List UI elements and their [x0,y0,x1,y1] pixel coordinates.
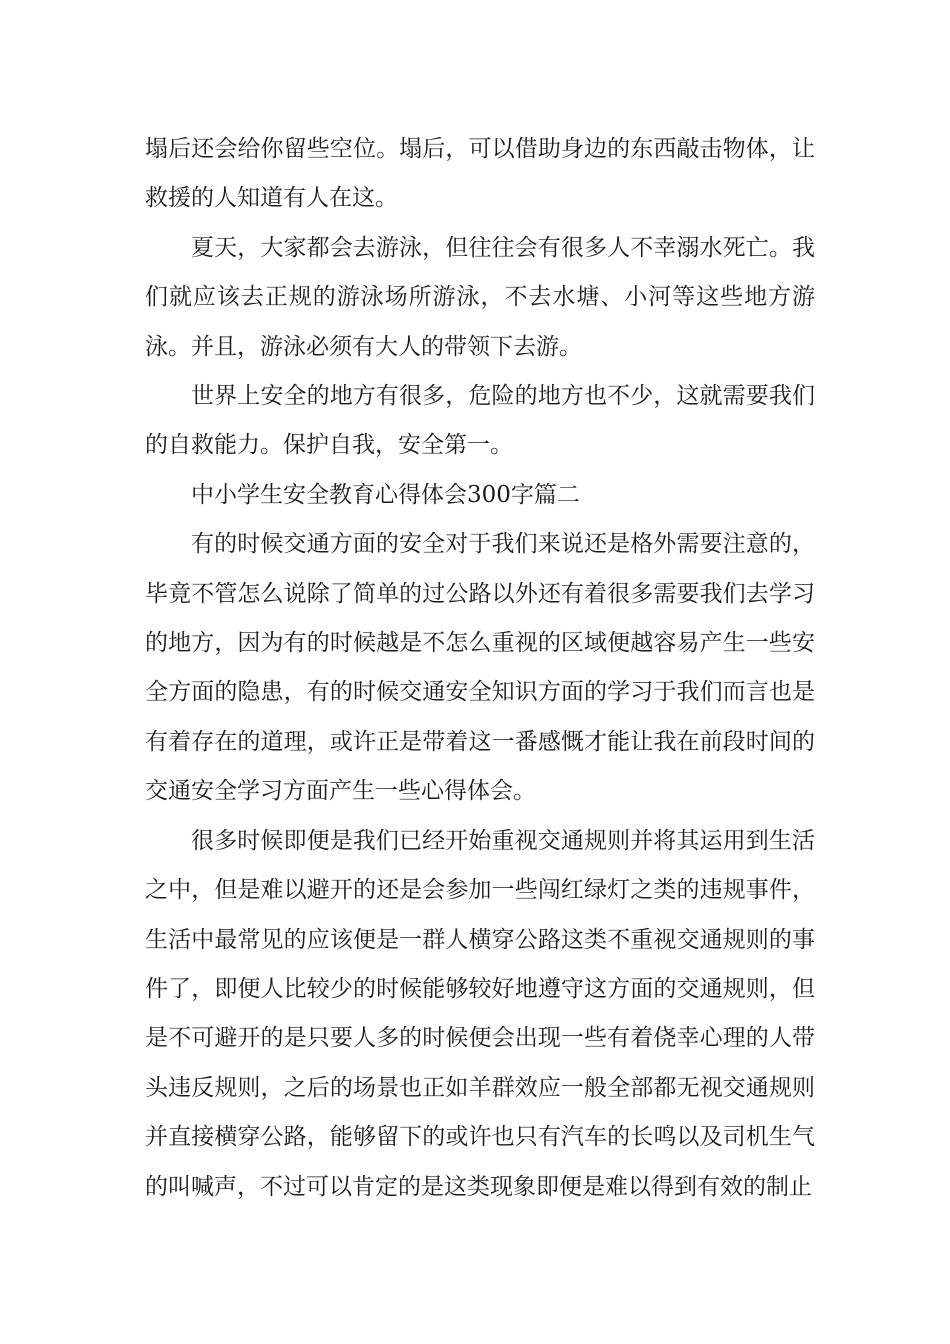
paragraph-self-rescue: 世界上安全的地方有很多，危险的地方也不少，这就需要我们的自救能力。保护自我，安全第一。 [145,383,815,459]
section-heading: 中小学生安全教育心得体会300字篇二 [191,481,580,508]
paragraph-continued: 塌后还会给你留些空位。塌后，可以借助身边的东西敲击物体，让救援的人知道有人在这。 [145,136,815,212]
paragraph-swimming: 夏天，大家都会去游泳，但往往会有很多人不幸溺水死亡。我们就应该去正规的游泳场所游泳，不去水塘、小河等这些地方游泳。并且，游泳必须有大人的带领下去游。 [145,234,815,360]
paragraph-traffic-safety: 有的时候交通方面的安全对于我们来说还是格外需要注意的，毕竟不管怎么说除了简单的过公路以外还有着很多需要我们去学习的地方，因为有的时候越是不怎么重视的区域便越容易产生一些安全方面的隐患，有的时候交通安全知识方面的学习于我们而言也是有着存在的道理，或许正是带着这一番感慨才能让我在前段时间的交通安全学习方面产生一些心得体会。 [145,531,815,805]
document-body [145,125,815,1212]
paragraph-traffic-rules: 很多时候即便是我们已经开始重视交通规则并将其运用到生活之中，但是难以避开的还是会参加一些闯红绿灯之类的违规事件，生活中最常见的应该便是一群人横穿公路这类不重视交通规则的事件了，即便人比较少的时候能够较好地遵守这方面的交通规则，但是不可避开的是只要人多的时候便会出现一些有着侥幸心理的人带头违反规则，之后的场景也正如羊群效应一般全部都无视交通规则并直接横穿公路，能够留下的或许也只有汽车的长鸣以及司机生气的叫喊声，不过可以肯定的是这类现象即便是难以得到有效的制止 [145,827,815,1200]
